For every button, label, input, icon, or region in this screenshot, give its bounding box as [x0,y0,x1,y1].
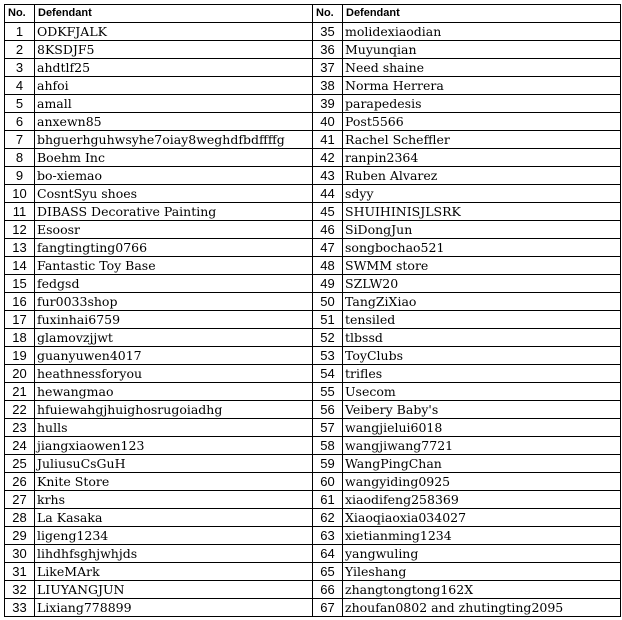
table-row [5,581,621,599]
table-row [5,491,621,509]
defendant-name-right: sdyy [343,185,621,203]
row-number-left: 5 [5,95,35,113]
table-row [5,347,621,365]
table-row [5,365,621,383]
row-number-right: 54 [313,365,343,383]
header-defendant-left: Defendant [35,5,313,23]
defendant-name-right: Norma Herrera [343,77,621,95]
table-row [5,41,621,59]
row-number-left: 29 [5,527,35,545]
defendant-name-right: parapedesis [343,95,621,113]
defendant-name-left: Lixiang778899 [35,599,313,617]
row-number-left: 20 [5,365,35,383]
table-row [5,113,621,131]
defendant-name-left: fuxinhai6759 [35,311,313,329]
defendant-name-right: Muyunqian [343,41,621,59]
row-number-left: 27 [5,491,35,509]
row-number-right: 47 [313,239,343,257]
row-number-left: 30 [5,545,35,563]
row-number-right: 62 [313,509,343,527]
defendant-name-right: xietianming1234 [343,527,621,545]
table-row [5,167,621,185]
defendant-name-right: xiaodifeng258369 [343,491,621,509]
defendant-table [4,4,621,617]
table-row [5,455,621,473]
defendant-name-left: bo-xiemao [35,167,313,185]
defendant-name-left: amall [35,95,313,113]
defendant-name-left: fur0033shop [35,293,313,311]
defendant-name-left: Boehm Inc [35,149,313,167]
defendant-name-left: ahdtlf25 [35,59,313,77]
row-number-left: 9 [5,167,35,185]
row-number-left: 11 [5,203,35,221]
table-body [5,23,621,617]
row-number-left: 32 [5,581,35,599]
defendant-name-right: SHUIHINISJLSRK [343,203,621,221]
row-number-right: 67 [313,599,343,617]
defendant-name-right: SWMM store [343,257,621,275]
row-number-right: 48 [313,257,343,275]
defendant-name-left: ligeng1234 [35,527,313,545]
row-number-right: 59 [313,455,343,473]
row-number-right: 60 [313,473,343,491]
row-number-right: 42 [313,149,343,167]
table-row [5,545,621,563]
defendant-name-right: yangwuling [343,545,621,563]
row-number-left: 7 [5,131,35,149]
defendant-name-left: hulls [35,419,313,437]
defendant-name-right: Yileshang [343,563,621,581]
row-number-right: 36 [313,41,343,59]
row-number-left: 23 [5,419,35,437]
row-number-left: 13 [5,239,35,257]
table-row [5,401,621,419]
row-number-left: 16 [5,293,35,311]
row-number-right: 38 [313,77,343,95]
header-row [5,5,621,23]
row-number-left: 6 [5,113,35,131]
defendant-name-right: trifles [343,365,621,383]
table-row [5,311,621,329]
row-number-right: 61 [313,491,343,509]
table-row [5,203,621,221]
defendant-name-left: glamovzjjwt [35,329,313,347]
defendant-name-left: guanyuwen4017 [35,347,313,365]
defendant-name-right: tlbssd [343,329,621,347]
row-number-right: 45 [313,203,343,221]
defendant-name-right: ranpin2364 [343,149,621,167]
defendant-name-right: Usecom [343,383,621,401]
defendant-name-left: hewangmao [35,383,313,401]
defendant-name-left: anxewn85 [35,113,313,131]
defendant-name-left: Esoosr [35,221,313,239]
row-number-left: 28 [5,509,35,527]
defendant-name-right: songbochao521 [343,239,621,257]
row-number-right: 50 [313,293,343,311]
table-row [5,329,621,347]
table-row [5,509,621,527]
row-number-right: 58 [313,437,343,455]
table-row [5,563,621,581]
defendant-name-left: DIBASS Decorative Painting [35,203,313,221]
row-number-right: 65 [313,563,343,581]
table-row [5,383,621,401]
row-number-right: 56 [313,401,343,419]
defendant-name-right: wangyiding0925 [343,473,621,491]
defendant-name-right: Ruben Alvarez [343,167,621,185]
row-number-left: 31 [5,563,35,581]
table-row [5,185,621,203]
defendant-name-left: ahfoi [35,77,313,95]
defendant-name-right: WangPingChan [343,455,621,473]
row-number-right: 64 [313,545,343,563]
row-number-left: 25 [5,455,35,473]
row-number-left: 12 [5,221,35,239]
table-row [5,221,621,239]
row-number-left: 4 [5,77,35,95]
defendant-name-right: Xiaoqiaoxia034027 [343,509,621,527]
defendant-name-left: fedgsd [35,275,313,293]
row-number-right: 66 [313,581,343,599]
table-row [5,599,621,617]
defendant-name-right: zhangtongtong162X [343,581,621,599]
table-row [5,275,621,293]
row-number-right: 46 [313,221,343,239]
table-row [5,23,621,41]
header-no-right: No. [313,5,343,23]
defendant-name-left: CosntSyu shoes [35,185,313,203]
defendant-name-right: wangjielui6018 [343,419,621,437]
table-row [5,437,621,455]
row-number-right: 52 [313,329,343,347]
defendant-name-right: Post5566 [343,113,621,131]
table-row [5,149,621,167]
defendant-name-left: heathnessforyou [35,365,313,383]
row-number-left: 21 [5,383,35,401]
table-row [5,59,621,77]
table-row [5,527,621,545]
row-number-right: 37 [313,59,343,77]
defendant-name-left: jiangxiaowen123 [35,437,313,455]
defendant-name-left: JuliusuCsGuH [35,455,313,473]
row-number-left: 26 [5,473,35,491]
row-number-right: 49 [313,275,343,293]
header-defendant-right: Defendant [343,5,621,23]
row-number-left: 1 [5,23,35,41]
row-number-right: 53 [313,347,343,365]
row-number-left: 8 [5,149,35,167]
defendant-name-right: SZLW20 [343,275,621,293]
defendant-name-right: molidexiaodian [343,23,621,41]
row-number-right: 43 [313,167,343,185]
row-number-left: 22 [5,401,35,419]
table-row [5,239,621,257]
row-number-right: 63 [313,527,343,545]
table-row [5,473,621,491]
defendant-name-left: La Kasaka [35,509,313,527]
row-number-right: 35 [313,23,343,41]
row-number-left: 18 [5,329,35,347]
row-number-left: 17 [5,311,35,329]
row-number-right: 44 [313,185,343,203]
defendant-name-left: Knite Store [35,473,313,491]
header-no-left: No. [5,5,35,23]
defendant-name-left: ODKFJALK [35,23,313,41]
row-number-left: 15 [5,275,35,293]
defendant-name-right: wangjiwang7721 [343,437,621,455]
row-number-right: 39 [313,95,343,113]
defendant-name-left: krhs [35,491,313,509]
defendant-name-right: Rachel Scheffler [343,131,621,149]
defendant-name-left: LikeMArk [35,563,313,581]
defendant-name-left: Fantastic Toy Base [35,257,313,275]
row-number-left: 2 [5,41,35,59]
defendant-name-right: zhoufan0802 and zhutingting2095 [343,599,621,617]
defendant-name-left: LIUYANGJUN [35,581,313,599]
row-number-left: 24 [5,437,35,455]
table-row [5,293,621,311]
row-number-left: 3 [5,59,35,77]
defendant-name-right: TangZiXiao [343,293,621,311]
defendant-name-right: Veibery Baby's [343,401,621,419]
row-number-right: 51 [313,311,343,329]
table-row [5,257,621,275]
row-number-left: 14 [5,257,35,275]
row-number-left: 19 [5,347,35,365]
row-number-right: 55 [313,383,343,401]
defendant-name-right: tensiled [343,311,621,329]
row-number-right: 41 [313,131,343,149]
table-row [5,95,621,113]
row-number-left: 10 [5,185,35,203]
defendant-name-right: Need shaine [343,59,621,77]
defendant-name-left: fangtingting0766 [35,239,313,257]
defendant-name-left: bhguerhguhwsyhe7oiay8weghdfbdffffg [35,131,313,149]
defendant-name-right: SiDongJun [343,221,621,239]
defendant-name-left: hfuiewahgjhuighosrugoiadhg [35,401,313,419]
defendant-name-left: lihdhfsghjwhjds [35,545,313,563]
defendant-name-right: ToyClubs [343,347,621,365]
table-row [5,419,621,437]
defendant-name-left: 8KSDJF5 [35,41,313,59]
row-number-left: 33 [5,599,35,617]
table-row [5,131,621,149]
row-number-right: 40 [313,113,343,131]
table-row [5,77,621,95]
row-number-right: 57 [313,419,343,437]
